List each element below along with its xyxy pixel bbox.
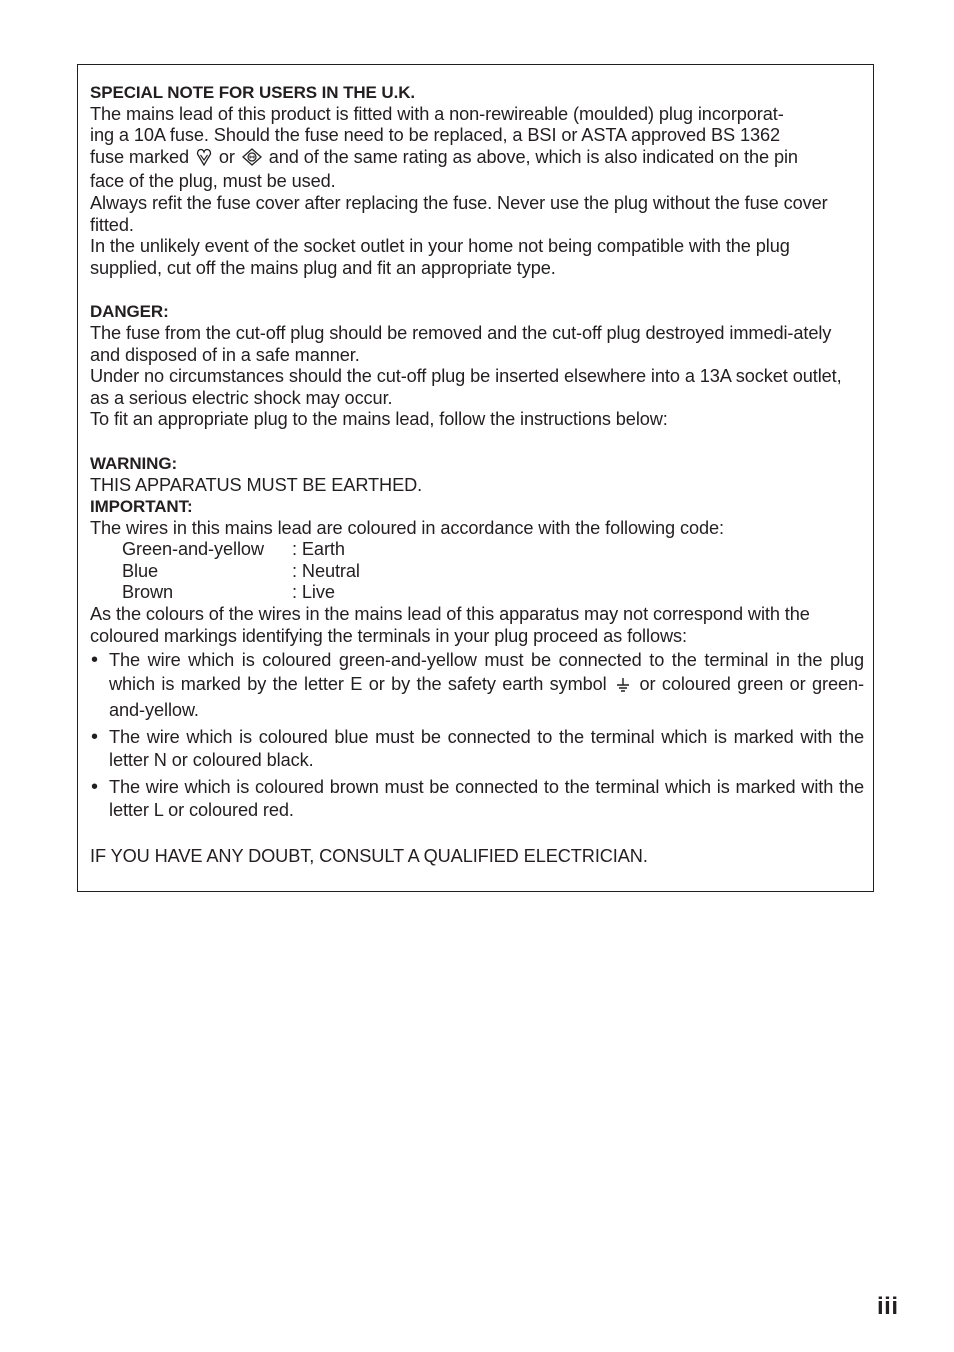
list-item	[90, 649, 864, 723]
wire-meaning: : Neutral	[292, 560, 360, 581]
bullet-text-b: or coloured green or green-and-yellow.	[109, 673, 865, 721]
intro-line-1: The mains lead of this product is fitted with a non-rewireable (moulded) plug incorporat-	[90, 103, 784, 124]
danger-paragraph-2: Under no circumstances should the cut-off plug be inserted elsewhere into a 13A socket outlet, as a serious electric shock may occur.	[90, 366, 842, 408]
danger-paragraph-3: To fit an appropriate plug to the mains lead, follow the instructions below:	[90, 409, 668, 430]
wire-code-row	[122, 582, 864, 604]
danger-paragraph-1: The fuse from the cut-off plug should be removed and the cut-off plug destroyed immedi-ately and disposed of in a safe manner.	[90, 322, 832, 365]
important-intro: The wires in this mains lead are coloured in accordance with the following code:	[90, 517, 724, 538]
intro-paragraph-2: Always refit the fuse cover after replacing the fuse. Never use the plug without the fuse cover fitted.	[90, 192, 828, 235]
notice-content	[90, 82, 864, 867]
list-item	[90, 726, 864, 773]
intro-fuse-text-b: and of the same rating as above, which is also indicated on the pin	[268, 146, 798, 167]
wire-meaning: : Live	[292, 582, 335, 603]
earth-ground-icon	[615, 676, 631, 700]
bullet-text: The wire which is coloured blue must be connected to the terminal which is marked with the letter N or coloured black.	[109, 726, 864, 771]
danger-heading: DANGER:	[90, 302, 169, 322]
warning-text: THIS APPARATUS MUST BE EARTHED.	[90, 474, 423, 495]
wire-colour-code-list	[122, 539, 864, 604]
important-followup: As the colours of the wires in the mains lead of this apparatus may not correspond with the coloured markings identifying the terminals in your plug proceed as follows:	[90, 604, 810, 646]
list-item	[90, 776, 864, 823]
intro-paragraph-3: In the unlikely event of the socket outlet in your home not being compatible with the plug supplied, cut off the mains plug and fit an appropriate type.	[90, 236, 790, 278]
bullet-text: The wire which is coloured brown must be connected to the terminal which is marked with the letter L or coloured red.	[109, 776, 864, 821]
asta-mark-icon	[242, 148, 262, 172]
bullet-icon: •	[91, 725, 98, 748]
bullet-icon: •	[91, 649, 98, 672]
wiring-instructions-list	[90, 649, 864, 823]
intro-fuse-text-a: fuse marked	[90, 146, 189, 167]
intro-line-4: face of the plug, must be used.	[90, 171, 336, 192]
bullet-icon: •	[91, 775, 98, 798]
closing-advice: IF YOU HAVE ANY DOUBT, CONSULT A QUALIFIED ELECTRICIAN.	[90, 845, 648, 866]
bsi-kitemark-icon	[196, 148, 212, 172]
wire-code-row	[122, 561, 864, 583]
wire-meaning: : Earth	[292, 539, 345, 560]
wire-colour: Green-and-yellow	[122, 539, 264, 560]
wire-code-row	[122, 539, 864, 561]
page-number: iii	[877, 1293, 899, 1320]
section-title: SPECIAL NOTE FOR USERS IN THE U.K.	[90, 83, 415, 102]
important-heading: IMPORTANT:	[90, 497, 193, 517]
bullet-text-a: The wire which is coloured green-and-yellow must be connected to the terminal in the plug which is marked by the letter E or by the safety earth symbol	[109, 650, 864, 694]
intro-paragraph-1	[90, 104, 864, 193]
wire-colour: Blue	[122, 560, 159, 581]
intro-fuse-or: or	[218, 146, 235, 167]
intro-line-2: ing a 10A fuse. Should the fuse need to be replaced, a BSI or ASTA approved BS 1362	[90, 125, 781, 146]
wire-colour: Brown	[122, 582, 174, 603]
uk-special-note-box	[77, 64, 874, 892]
warning-heading: WARNING:	[90, 453, 178, 473]
